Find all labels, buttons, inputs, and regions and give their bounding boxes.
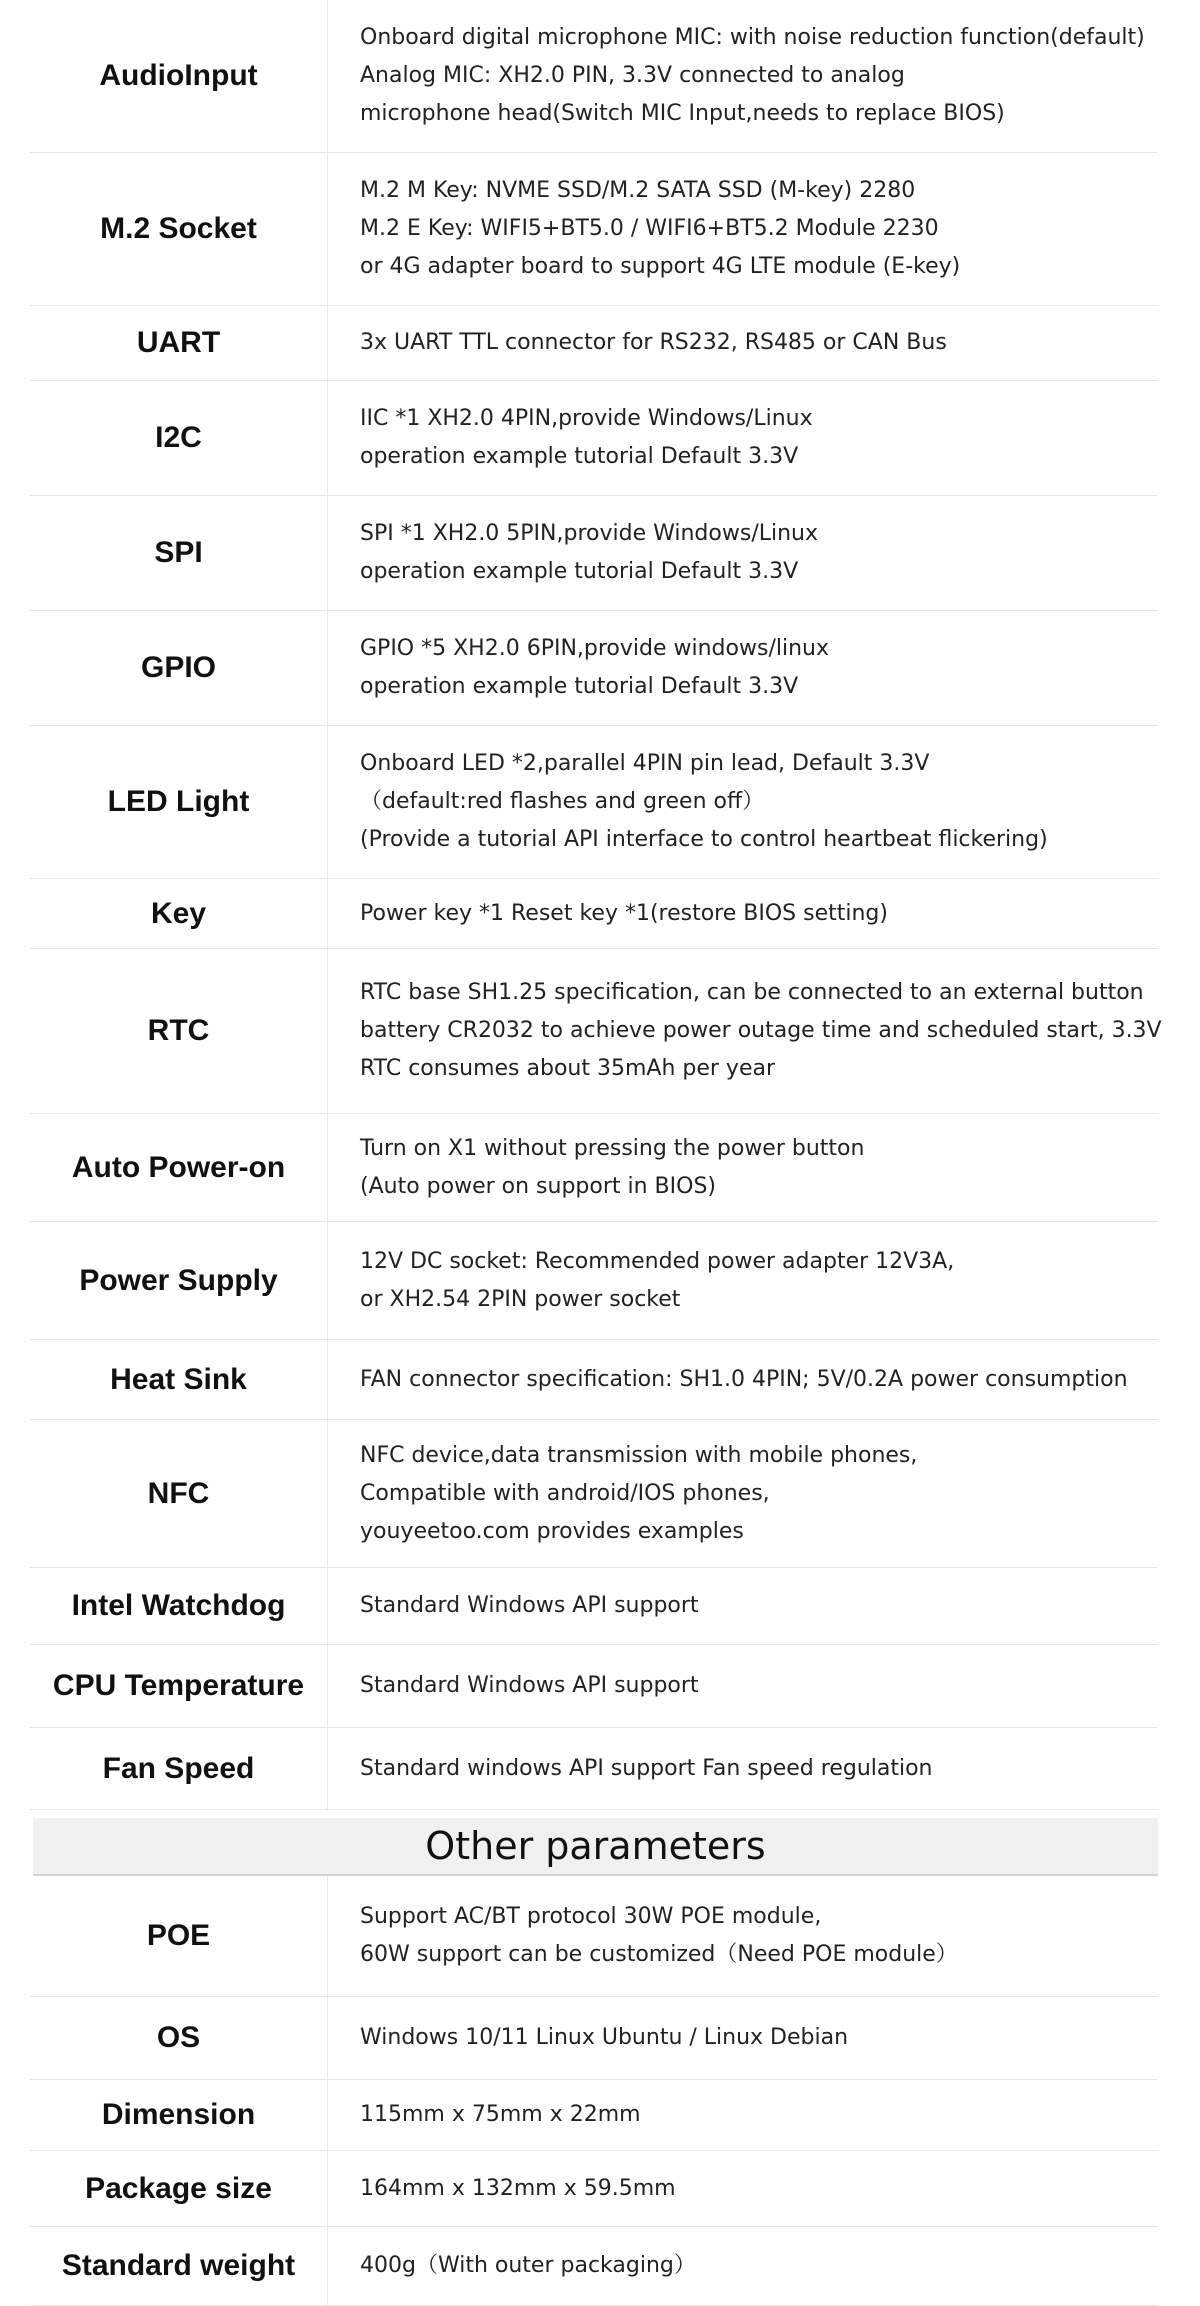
spec-value [328,1114,1158,1221]
spec-value-line: （default:red flashes and green off） [360,789,765,814]
spec-value [328,1222,1158,1339]
spec-label: M.2 Socket [30,153,328,305]
spec-value [328,2151,1158,2226]
spec-value-line: M.2 E Key: WIFI5+BT5.0 / WIFI6+BT5.2 Module 2230 [360,216,939,241]
spec-row-dimension [30,2080,1158,2151]
spec-row-heat-sink [30,1340,1158,1420]
spec-row-m-2-socket [30,153,1158,306]
spec-value-line: Onboard digital microphone MIC: with noise reduction function(default) [360,25,1145,50]
spec-value [328,1420,1158,1567]
spec-value-line: Standard Windows API support [360,1673,699,1698]
spec-value-line: GPIO *5 XH2.0 6PIN,provide windows/linux [360,636,829,661]
spec-row-cpu-temperature [30,1645,1158,1728]
spec-value [328,2080,1158,2150]
spec-label: Fan Speed [30,1728,328,1809]
spec-label: UART [30,306,328,380]
spec-value [328,1997,1158,2079]
spec-value-line: operation example tutorial Default 3.3V [360,559,799,584]
spec-row-auto-power-on [30,1114,1158,1222]
spec-value-line: SPI *1 XH2.0 5PIN,provide Windows/Linux [360,521,819,546]
spec-value [328,1876,1158,1996]
spec-value-line: FAN connector specification: SH1.0 4PIN; 5V/0.2A power consumption [360,1366,1128,1392]
spec-value-line: IIC *1 XH2.0 4PIN,provide Windows/Linux [360,406,813,431]
spec-value-line: 3x UART TTL connector for RS232, RS485 or CAN Bus [360,330,947,355]
spec-row-key [30,879,1158,949]
spec-row-fan-speed [30,1728,1158,1810]
spec-value [328,726,1158,878]
spec-row-led-light [30,726,1158,879]
spec-value-line: or XH2.54 2PIN power socket [360,1286,681,1312]
other-parameters-table [30,1876,1158,2306]
spec-label: Standard weight [30,2227,328,2305]
spec-row-power-supply [30,1222,1158,1340]
spec-row-gpio [30,611,1158,726]
spec-value-line: or 4G adapter board to support 4G LTE module (E-key) [360,254,961,279]
spec-value-line: RTC base SH1.25 specification, can be connected to an external button [360,980,1144,1005]
spec-row-uart [30,306,1158,381]
spec-value [328,153,1158,305]
spec-value-line: (Provide a tutorial API interface to control heartbeat flickering) [360,827,1048,852]
spec-value [328,381,1158,495]
spec-row-standard-weight [30,2227,1158,2306]
spec-label: Intel Watchdog [30,1568,328,1644]
spec-value-line: Turn on X1 without pressing the power button [360,1135,865,1161]
spec-value-line: 115mm x 75mm x 22mm [360,2102,641,2127]
spec-value-line: Windows 10/11 Linux Ubuntu / Linux Debian [360,2025,849,2050]
spec-value-line: 400g（With outer packaging） [360,2253,696,2278]
spec-value [328,306,1158,380]
spec-value [328,1568,1158,1644]
section-header-other-parameters: Other parameters [33,1818,1158,1876]
spec-value-line: Standard windows API support Fan speed regulation [360,1755,933,1781]
spec-value [328,949,1162,1113]
spec-row-audioinput [30,0,1158,153]
spec-value-line: M.2 M Key: NVME SSD/M.2 SATA SSD (M-key) 2280 [360,178,916,203]
spec-row-os [30,1997,1158,2080]
spec-value [328,2227,1158,2305]
spec-value-line: operation example tutorial Default 3.3V [360,674,799,699]
spec-row-package-size [30,2151,1158,2227]
spec-value-line: (Auto power on support in BIOS) [360,1173,716,1199]
spec-value [328,611,1158,725]
spec-value-line: RTC consumes about 35mAh per year [360,1056,776,1081]
spec-row-intel-watchdog [30,1568,1158,1645]
spec-label: Heat Sink [30,1340,328,1419]
spec-row-poe [30,1876,1158,1997]
spec-label: I2C [30,381,328,495]
spec-row-i2c [30,381,1158,496]
spec-value-line: NFC device,data transmission with mobile phones, [360,1442,918,1468]
spec-table [30,0,1162,1810]
spec-value-line: Analog MIC: XH2.0 PIN, 3.3V connected to analog [360,63,905,88]
spec-label: POE [30,1876,328,1996]
spec-label: LED Light [30,726,328,878]
spec-value-line: Support AC/BT protocol 30W POE module, [360,1904,822,1929]
spec-value [328,1645,1158,1727]
spec-label: Power Supply [30,1222,328,1339]
spec-row-nfc [30,1420,1158,1568]
spec-label: Key [30,879,328,948]
spec-value-line: youyeetoo.com provides examples [360,1518,744,1544]
spec-label: OS [30,1997,328,2079]
spec-label: GPIO [30,611,328,725]
spec-value [328,496,1158,610]
spec-value-line: Onboard LED *2,parallel 4PIN pin lead, Default 3.3V [360,751,930,776]
spec-value-line: 12V DC socket: Recommended power adapter 12V3A, [360,1248,955,1274]
spec-value-line: battery CR2032 to achieve power outage time and scheduled start, 3.3V [360,1018,1162,1043]
spec-value [328,1340,1158,1419]
spec-row-spi [30,496,1158,611]
spec-label: SPI [30,496,328,610]
spec-value [328,879,1158,948]
spec-label: AudioInput [30,0,328,152]
spec-value-line: Power key *1 Reset key *1(restore BIOS setting) [360,900,888,926]
spec-value [328,0,1158,152]
spec-label: Auto Power-on [30,1114,328,1221]
spec-value [328,1728,1158,1809]
spec-row-rtc [30,949,1162,1114]
spec-value-line: microphone head(Switch MIC Input,needs to replace BIOS) [360,101,1005,126]
spec-value-line: 164mm x 132mm x 59.5mm [360,2175,676,2201]
spec-value-line: Compatible with android/IOS phones, [360,1480,770,1506]
spec-value-line: Standard Windows API support [360,1593,699,1618]
spec-label: Dimension [30,2080,328,2150]
spec-label: NFC [30,1420,328,1567]
spec-value-line: 60W support can be customized（Need POE module） [360,1942,958,1967]
spec-value-line: operation example tutorial Default 3.3V [360,444,799,469]
spec-label: CPU Temperature [30,1645,328,1727]
spec-label: RTC [30,949,328,1113]
spec-label: Package size [30,2151,328,2226]
